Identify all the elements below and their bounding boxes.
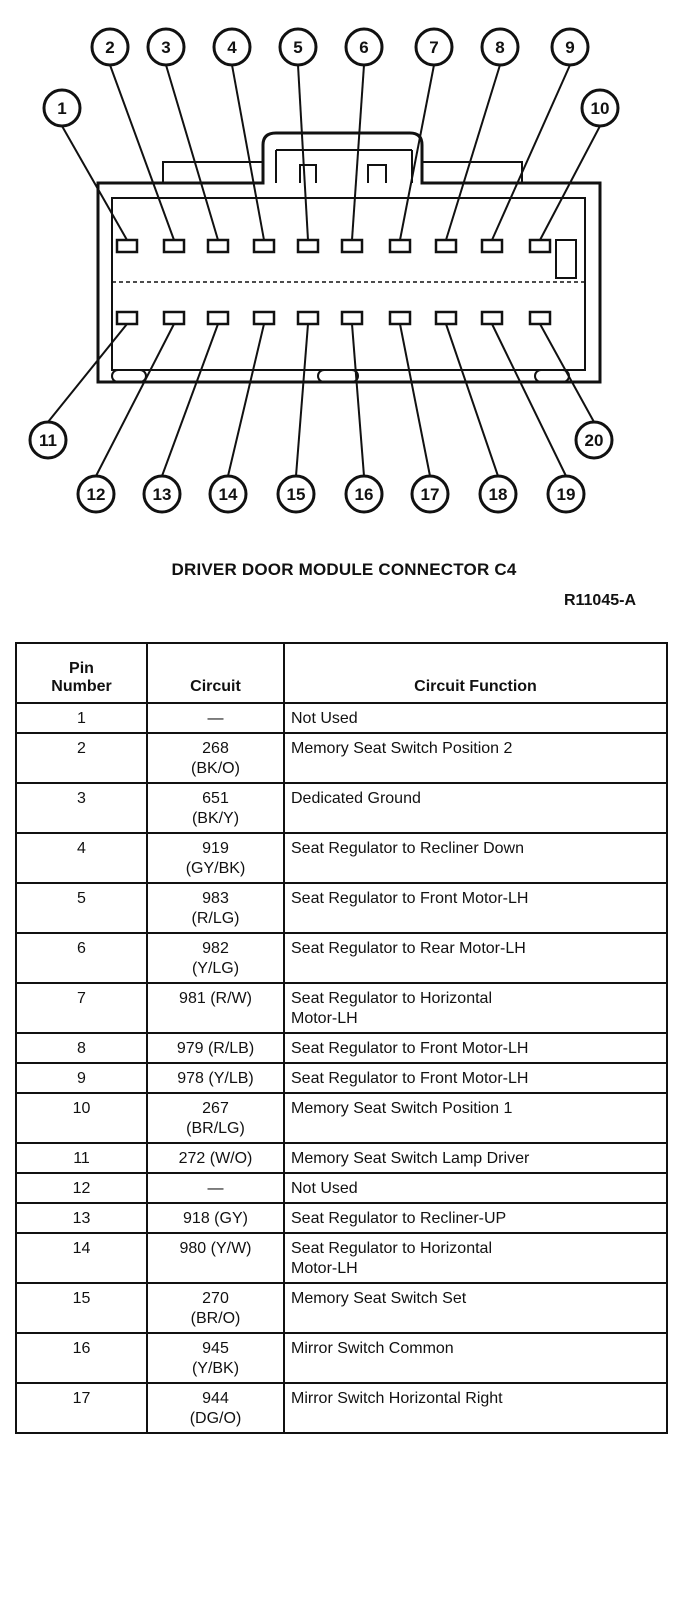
key-slot [556,240,576,278]
pin-number-cell: 6 [16,933,147,983]
table-row [16,983,667,1033]
pin-cavity-9 [482,240,502,252]
pin-cavity-1 [117,240,137,252]
pin-cavity-6 [342,240,362,252]
pin-number-cell: 9 [16,1063,147,1093]
callout-label-1: 1 [57,99,67,118]
table-row [16,1233,667,1283]
callout-label-5: 5 [293,38,303,57]
circuit-function-cell: Memory Seat Switch Lamp Driver [284,1143,667,1173]
pin-number-cell: 15 [16,1283,147,1333]
circuit-cell: 978 (Y/LB) [147,1063,284,1093]
leader-line-9 [492,65,570,240]
callout-label-7: 7 [429,38,439,57]
locking-tab [276,150,412,183]
pin-cavity-12 [164,312,184,324]
header-circuit: Circuit [147,643,284,703]
circuit-function-cell: Seat Regulator to Front Motor-LH [284,883,667,933]
figure-id: R11045-A [563,592,636,609]
pin-cavity-14 [254,312,274,324]
circuit-cell: 651 (BK/Y) [147,783,284,833]
table-row [16,1333,667,1383]
table-row [16,783,667,833]
callout-label-4: 4 [227,38,237,57]
circuit-function-cell: Seat Regulator to Horizontal Motor-LH [284,983,667,1033]
circuit-function-cell: Seat Regulator to Front Motor-LH [284,1033,667,1063]
leader-line-19 [492,324,566,476]
housing-foot-center [318,370,358,382]
table-row [16,1143,667,1173]
table-row [16,1203,667,1233]
housing-foot-left [112,370,146,382]
connector-housing [98,133,600,382]
table-row [16,1093,667,1143]
circuit-cell: 919 (GY/BK) [147,833,284,883]
circuit-cell: 981 (R/W) [147,983,284,1033]
pin-cavity-15 [298,312,318,324]
table-row [16,1173,667,1203]
pin-number-cell: 1 [16,703,147,733]
pin-number-cell: 14 [16,1233,147,1283]
leader-line-5 [298,65,308,240]
pin-cavity-13 [208,312,228,324]
housing-foot-right [535,370,569,382]
leader-lines [48,65,600,476]
circuit-cell: 268 (BK/O) [147,733,284,783]
latch-detail [300,165,386,183]
pin-table [15,642,668,1434]
table-row [16,833,667,883]
circuit-cell: 267 (BR/LG) [147,1093,284,1143]
circuit-cell: 980 (Y/W) [147,1233,284,1283]
circuit-function-cell: Seat Regulator to Front Motor-LH [284,1063,667,1093]
callout-label-14: 14 [218,485,238,504]
pin-cavity-11 [117,312,137,324]
leader-line-7 [400,65,434,240]
table-row [16,933,667,983]
pin-number-cell: 11 [16,1143,147,1173]
leader-line-13 [162,324,218,476]
circuit-cell: 945 (Y/BK) [147,1333,284,1383]
pin-number-cell: 10 [16,1093,147,1143]
housing-outline [98,133,600,382]
callout-label-18: 18 [488,485,508,504]
leader-line-6 [352,65,364,240]
pin-cavity-10 [530,240,550,252]
callout-label-16: 16 [354,485,374,504]
table-row [16,733,667,783]
callout-label-17: 17 [420,485,440,504]
leader-line-3 [166,65,218,240]
circuit-cell: 272 (W/O) [147,1143,284,1173]
circuit-cell: — [147,1173,284,1203]
pin-number-cell: 3 [16,783,147,833]
circuit-cell: 982 (Y/LG) [147,933,284,983]
pin-cavity-5 [298,240,318,252]
circuit-function-cell: Seat Regulator to Horizontal Motor-LH [284,1233,667,1283]
circuit-cell: 918 (GY) [147,1203,284,1233]
circuit-cell: 979 (R/LB) [147,1033,284,1063]
circuit-function-cell: Memory Seat Switch Set [284,1283,667,1333]
table-row [16,1383,667,1433]
circuit-function-cell: Seat Regulator to Rear Motor-LH [284,933,667,983]
circuit-function-cell: Not Used [284,703,667,733]
leader-line-14 [228,324,264,476]
pin-number-cell: 5 [16,883,147,933]
leader-line-18 [446,324,498,476]
pin-number-cell: 7 [16,983,147,1033]
circuit-function-cell: Mirror Switch Horizontal Right [284,1383,667,1433]
table-header-row [16,643,667,703]
callout-label-3: 3 [161,38,171,57]
circuit-function-cell: Dedicated Ground [284,783,667,833]
pin-number-cell: 12 [16,1173,147,1203]
header-circuit-function: Circuit Function [284,643,667,703]
connector-diagram [0,0,688,540]
circuit-function-cell: Memory Seat Switch Position 1 [284,1093,667,1143]
diagram-caption: DRIVER DOOR MODULE CONNECTOR C4 [171,560,517,579]
pin-number-cell: 17 [16,1383,147,1433]
pin-cavity-3 [208,240,228,252]
callout-label-2: 2 [105,38,115,57]
callout-label-20: 20 [584,431,604,450]
pin-number-cell: 13 [16,1203,147,1233]
pin-number-cell: 2 [16,733,147,783]
callout-label-9: 9 [565,38,575,57]
pin-cavity-7 [390,240,410,252]
pin-callouts [30,29,618,512]
callout-label-12: 12 [86,485,106,504]
pin-number-cell: 4 [16,833,147,883]
circuit-function-cell: Mirror Switch Common [284,1333,667,1383]
callout-label-11: 11 [39,431,57,450]
leader-line-4 [232,65,264,240]
housing-inner-wall [112,198,585,370]
callout-label-8: 8 [495,38,505,57]
leader-line-17 [400,324,430,476]
leader-line-16 [352,324,364,476]
pin-cavity-16 [342,312,362,324]
table-row [16,1283,667,1333]
table-row [16,1033,667,1063]
pin-cavity-17 [390,312,410,324]
pin-cavity-4 [254,240,274,252]
circuit-cell: 270 (BR/O) [147,1283,284,1333]
circuit-function-cell: Memory Seat Switch Position 2 [284,733,667,783]
header-pin-number: Pin Number [16,643,147,703]
leader-line-8 [446,65,500,240]
table-row [16,703,667,733]
pin-number-cell: 8 [16,1033,147,1063]
circuit-cell: — [147,703,284,733]
pin-cavity-8 [436,240,456,252]
callout-label-15: 15 [286,485,306,504]
leader-line-11 [48,324,127,422]
pin-number-cell: 16 [16,1333,147,1383]
table-row [16,883,667,933]
circuit-cell: 983 (R/LG) [147,883,284,933]
circuit-cell: 944 (DG/O) [147,1383,284,1433]
callout-label-19: 19 [556,485,576,504]
pin-cavity-18 [436,312,456,324]
pin-cavity-2 [164,240,184,252]
callout-label-13: 13 [152,485,172,504]
circuit-function-cell: Seat Regulator to Recliner Down [284,833,667,883]
pin-cavity-20 [530,312,550,324]
circuit-function-cell: Seat Regulator to Recliner-UP [284,1203,667,1233]
callout-label-6: 6 [359,38,369,57]
callout-label-10: 10 [590,99,610,118]
circuit-function-cell: Not Used [284,1173,667,1203]
leader-line-2 [110,65,174,240]
pin-cavity-19 [482,312,502,324]
leader-line-15 [296,324,308,476]
table-row [16,1063,667,1093]
